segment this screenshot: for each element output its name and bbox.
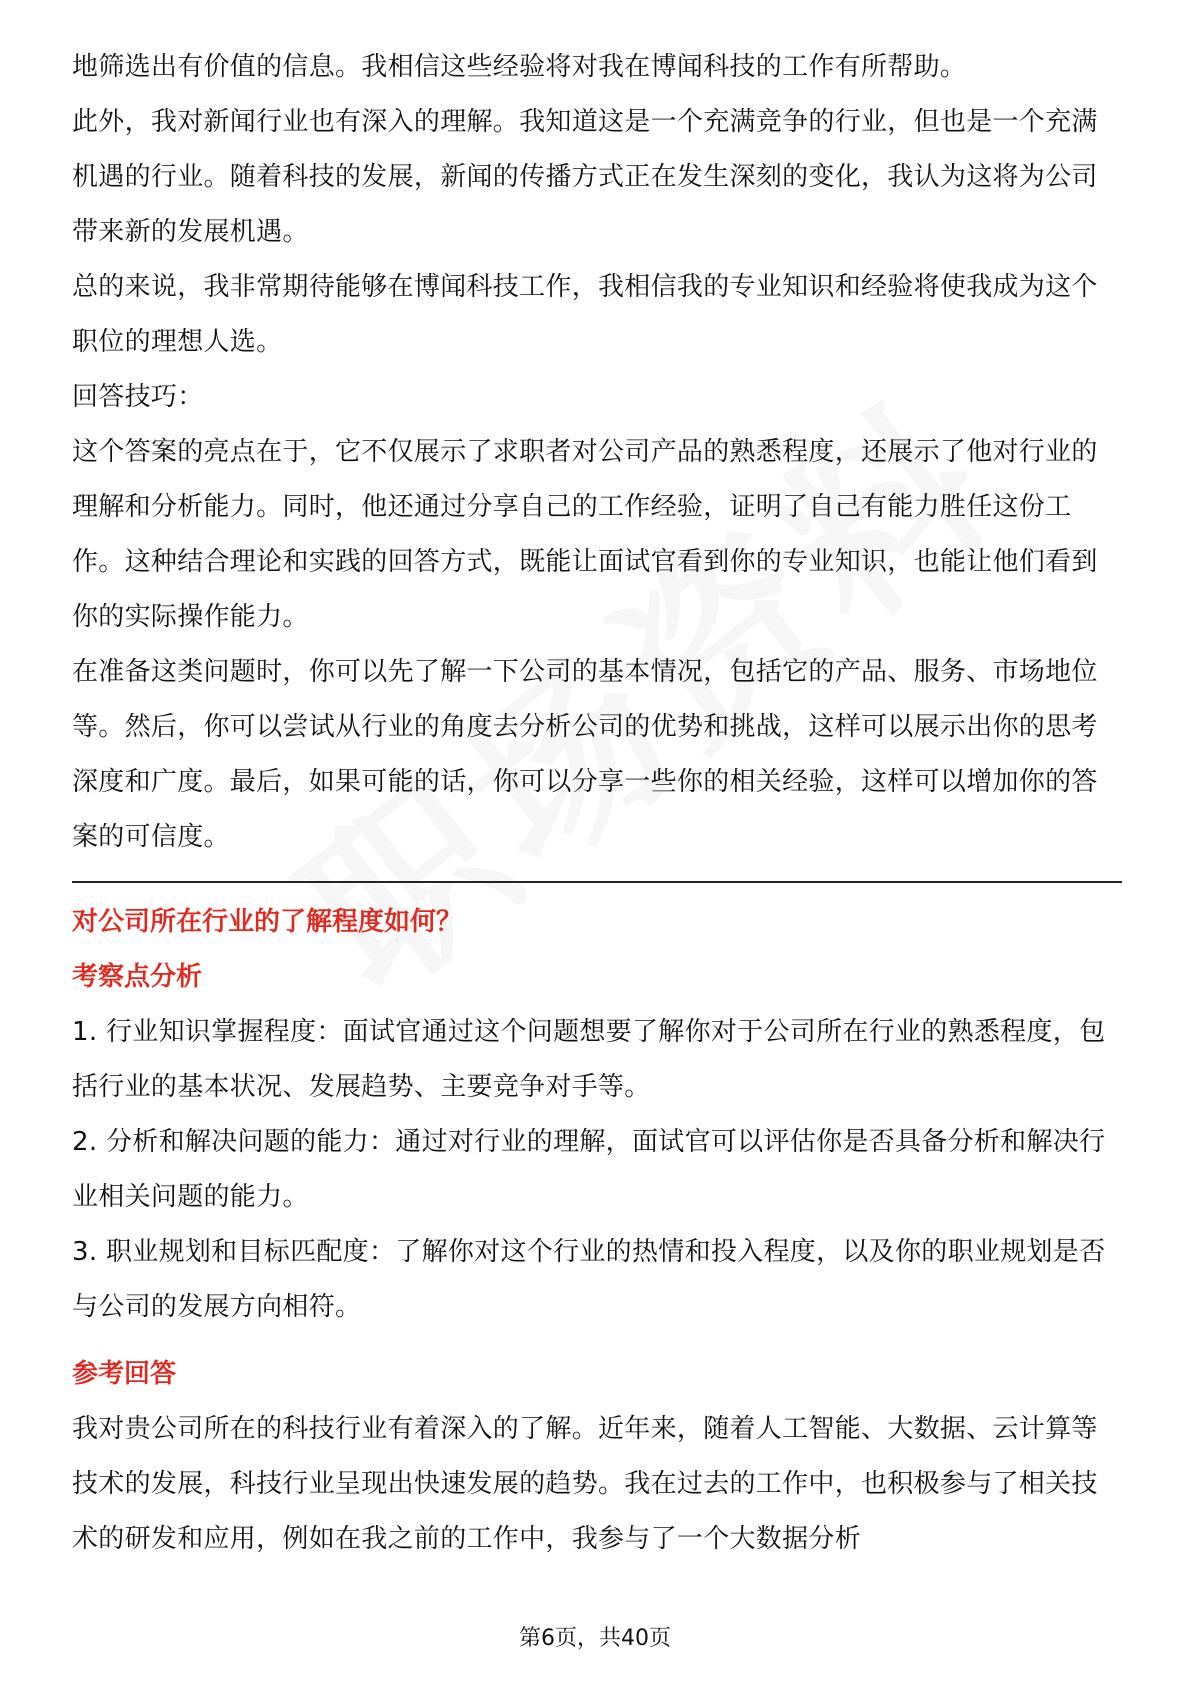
paragraph: 总的来说，我非常期待能够在博闻科技工作，我相信我的专业知识和经验将使我成为这个职位的理想人选。 <box>72 272 1098 357</box>
document-page <box>72 40 1122 1567</box>
tip-paragraph: 在准备这类问题时，你可以先了解一下公司的基本情况，包括它的产品、服务、市场地位等。然后，你可以尝试从行业的角度去分析公司的优势和挑战，这样可以展示出你的思考深度和广度。最后，如果可能的话，你可以分享一些你的相关经验，这样可以增加你的答案的可信度。 <box>72 657 1098 852</box>
answer-heading: 参考回答 <box>72 1359 177 1389</box>
tip-paragraph: 这个答案的亮点在于，它不仅展示了求职者对公司产品的熟悉程度，还展示了他对行业的理解和分析能力。同时，他还通过分享自己的工作经验，证明了自己有能力胜任这份工作。这种结合理论和实践的回答方式，既能让面试官看到你的专业知识，也能让他们看到你的实际操作能力。 <box>72 437 1098 632</box>
analysis-point: 1. 行业知识掌握程度：面试官通过这个问题想要了解你对于公司所在行业的熟悉程度，包括行业的基本状况、发展趋势、主要竞争对手等。 <box>72 1017 1106 1102</box>
page-number: 第6页，共40页 <box>519 1626 671 1651</box>
analysis-heading: 考察点分析 <box>72 962 203 992</box>
section-divider <box>72 881 1122 883</box>
tips-label: 回答技巧： <box>72 382 204 412</box>
paragraph: 此外，我对新闻行业也有深入的理解。我知道这是一个充满竞争的行业，但也是一个充满机遇的行业。随着科技的发展，新闻的传播方式正在发生深刻的变化，我认为这将为公司带来新的发展机遇。 <box>72 107 1098 247</box>
answer-paragraph: 我对贵公司所在的科技行业有着深入的了解。近年来，随着人工智能、大数据、云计算等技术的发展，科技行业呈现出快速发展的趋势。我在过去的工作中，也积极参与了相关技术的研发和应用，例如在我之前的工作中，我参与了一个大数据分析 <box>72 1414 1098 1554</box>
analysis-point: 3. 职业规划和目标匹配度：了解你对这个行业的热情和投入程度，以及你的职业规划是否与公司的发展方向相符。 <box>72 1237 1106 1322</box>
question-title: 对公司所在行业的了解程度如何？ <box>72 907 463 937</box>
analysis-point: 2. 分析和解决问题的能力：通过对行业的理解，面试官可以评估你是否具备分析和解决行业相关问题的能力。 <box>72 1127 1106 1212</box>
paragraph: 地筛选出有价值的信息。我相信这些经验将对我在博闻科技的工作有所帮助。 <box>72 52 967 82</box>
